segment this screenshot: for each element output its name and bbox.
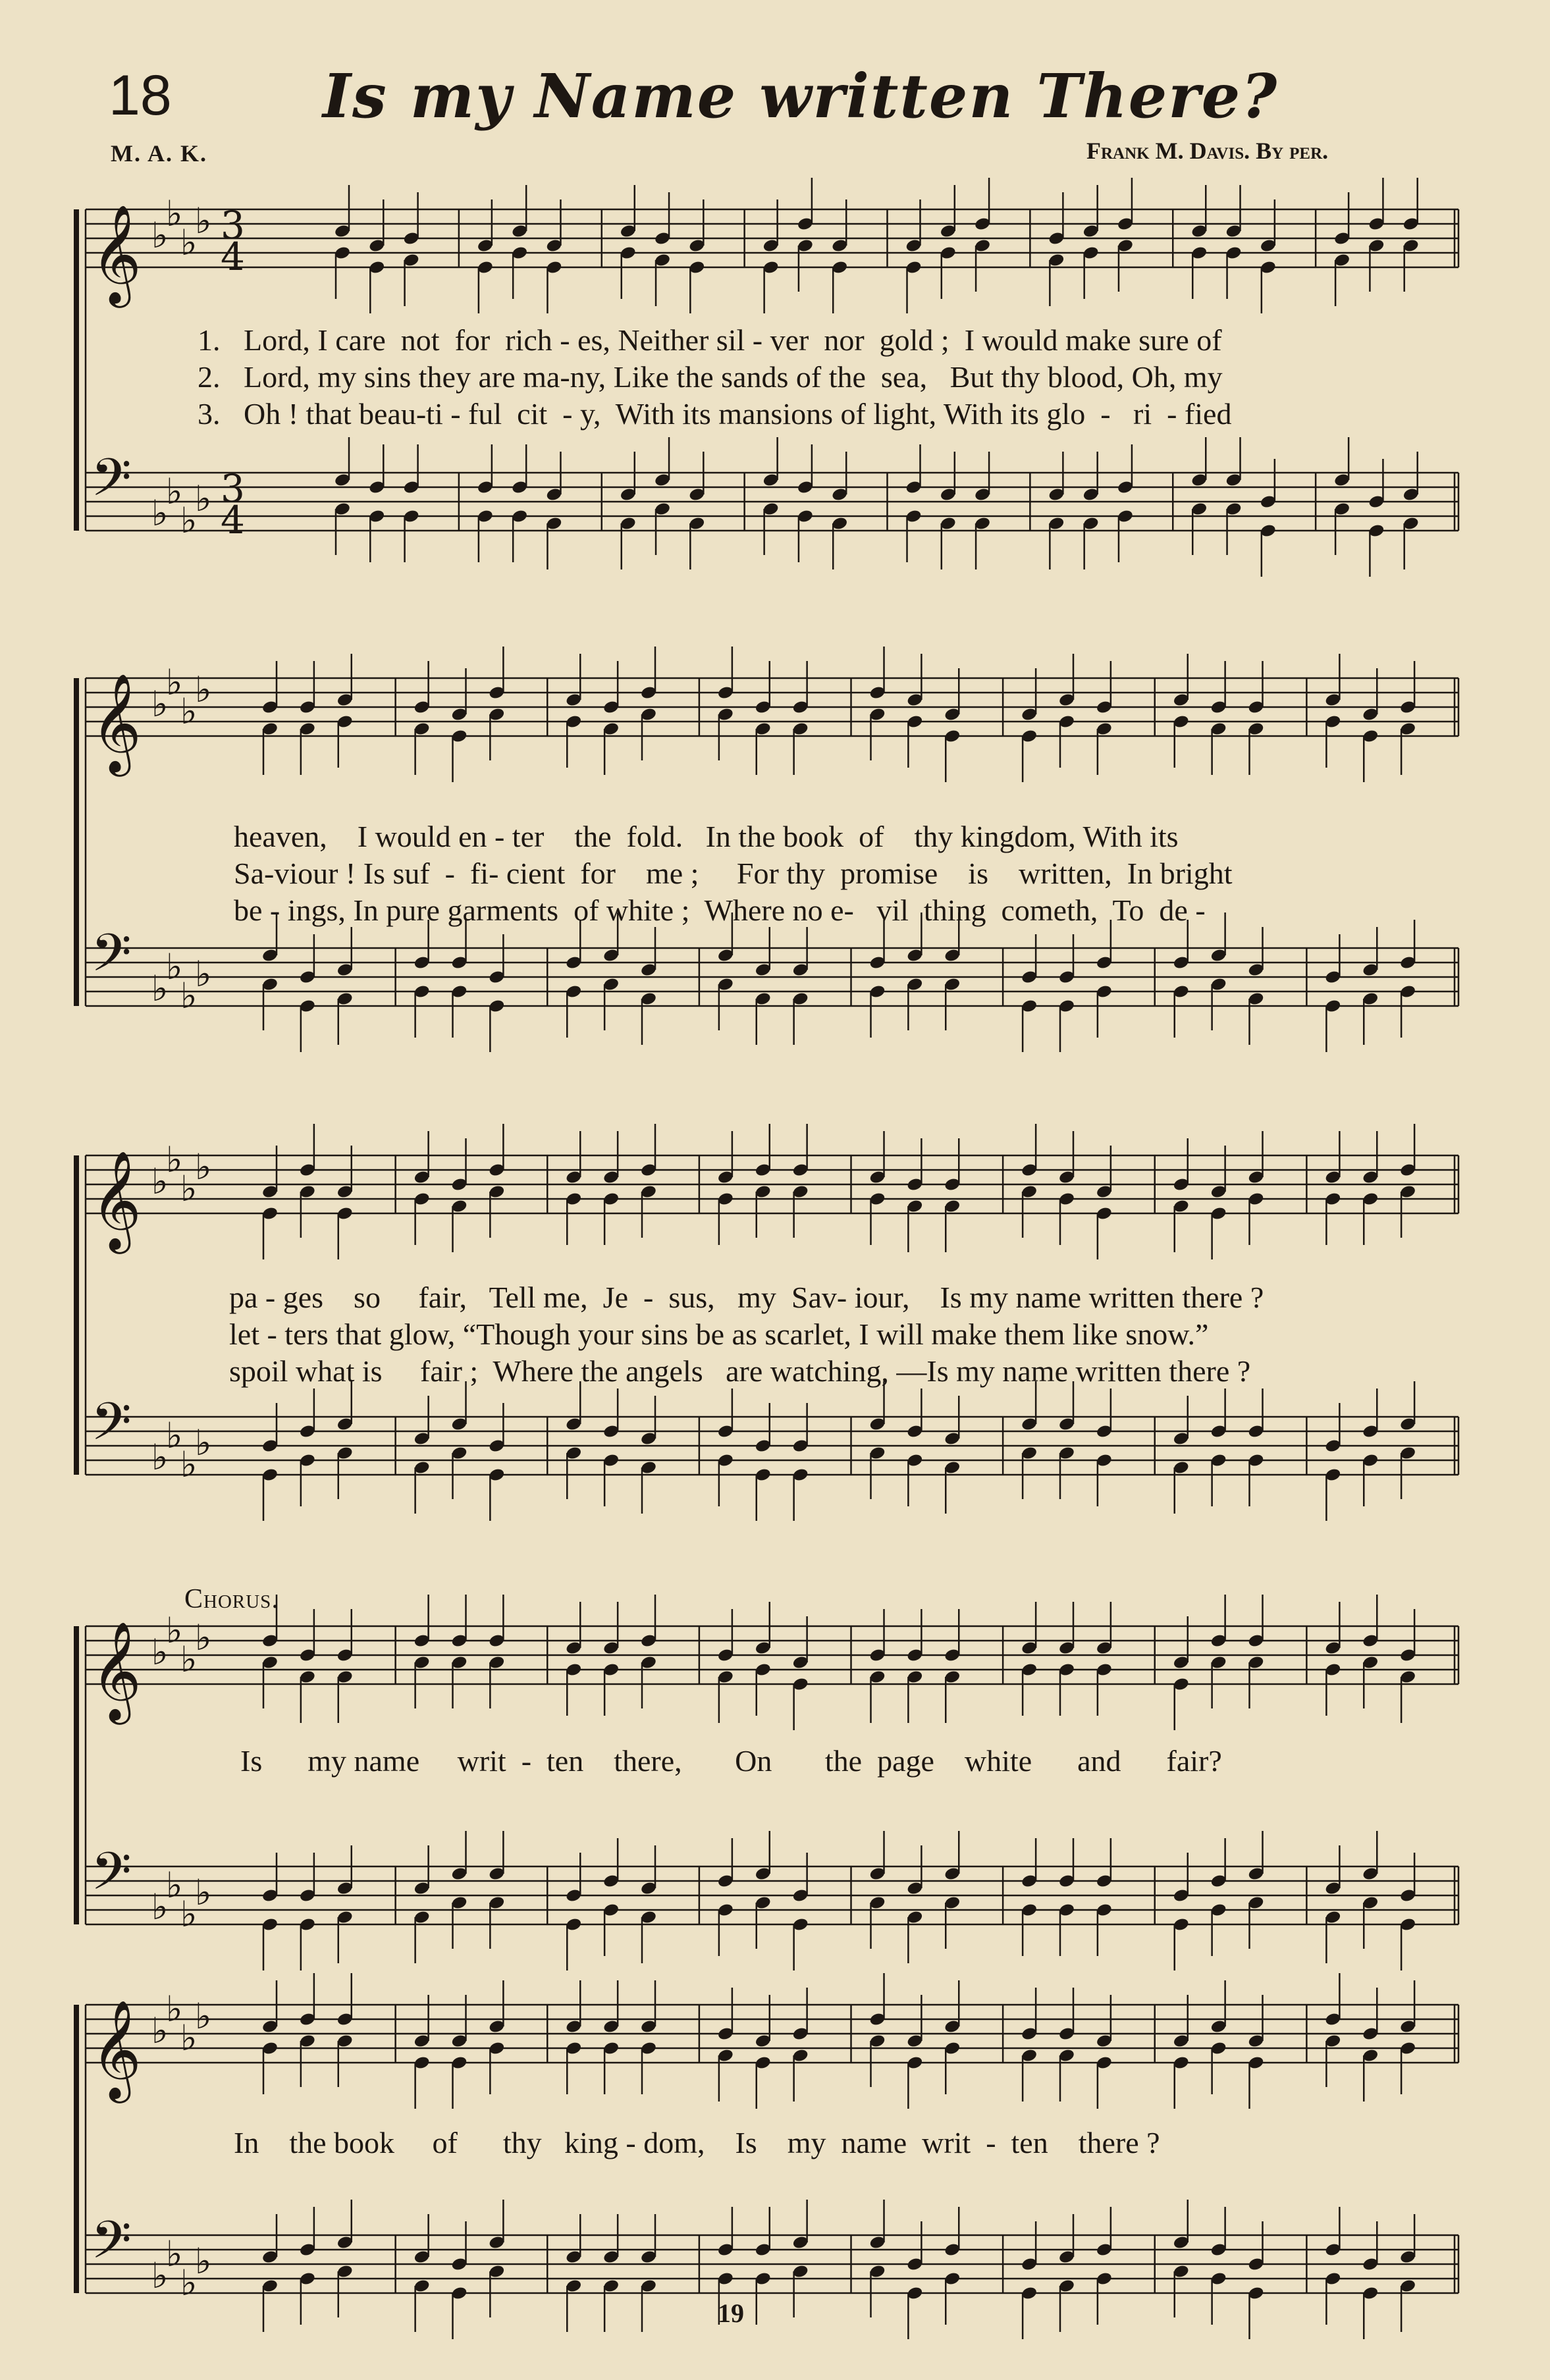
- bass-clef: 𝄢: [91, 1391, 132, 1465]
- verse-2-line-2: Sa-viour ! Is suf - fi- cient for me ; For thy promise is written, In bright: [234, 857, 1233, 890]
- flat-sign: ♭: [180, 500, 198, 541]
- time-signature: 4: [221, 234, 245, 279]
- flat-sign: ♭: [151, 968, 169, 1009]
- chorus-label: Chorus.: [184, 1584, 279, 1614]
- flat-sign: ♭: [180, 1444, 198, 1485]
- flat-sign: ♭: [180, 2017, 198, 2059]
- verse-3-line-2: be - ings, In pure garments of white ; Where no e- vil thing cometh, To de -: [234, 893, 1206, 927]
- flat-sign: ♭: [195, 200, 212, 242]
- flat-sign: ♭: [180, 975, 198, 1017]
- flat-sign: ♭: [166, 1988, 183, 2030]
- verse-1-line-2: heaven, I would en - ter the fold. In the book of thy kingdom, With its: [234, 820, 1179, 853]
- flat-sign: ♭: [166, 1610, 183, 1651]
- flat-sign: ♭: [151, 1886, 169, 1928]
- flat-sign: ♭: [195, 1422, 212, 1464]
- flat-sign: ♭: [195, 2240, 212, 2282]
- flat-sign: ♭: [195, 1617, 212, 1658]
- verse-2-number: 2.: [198, 360, 221, 394]
- flat-sign: ♭: [180, 222, 198, 263]
- bass-clef: 𝄢: [91, 2209, 132, 2283]
- flat-sign: ♭: [180, 691, 198, 732]
- chorus-line-2: In the book of thy king - dom, Is my name writ - ten there ?: [234, 2126, 1160, 2159]
- treble-clef: 𝄞: [91, 1150, 142, 1250]
- flat-sign: ♭: [151, 683, 169, 725]
- flat-sign: ♭: [180, 1168, 198, 1209]
- chorus-line-1: Is my name writ - ten there, On the page white and fair?: [240, 1744, 1222, 1778]
- flat-sign: ♭: [195, 1872, 212, 1913]
- treble-clef: 𝄞: [91, 203, 142, 304]
- verse-1-line-3: pa - ges so fair, Tell me, Je - sus, my Sav- iour, Is my name written there ?: [229, 1281, 1264, 1314]
- flat-sign: ♭: [195, 1146, 212, 1188]
- flat-sign: ♭: [166, 946, 183, 988]
- treble-clef: 𝄞: [91, 1620, 142, 1720]
- treble-clef: 𝄞: [91, 1999, 142, 2099]
- flat-sign: ♭: [151, 2255, 169, 2296]
- flat-sign: ♭: [166, 662, 183, 703]
- verse-2-line-1: 2. Lord, my sins they are ma-ny, Like the sands of the sea, But thy blood, Oh, my: [198, 360, 1223, 394]
- flat-sign: ♭: [180, 1639, 198, 1680]
- composer-credit: Frank M. Davis. By per.: [1086, 138, 1329, 164]
- flat-sign: ♭: [151, 1631, 169, 1673]
- verse-3-line-3: spoil what is fair ; Where the angels are watching, —Is my name written there ?: [229, 1354, 1251, 1388]
- flat-sign: ♭: [151, 1437, 169, 1478]
- bass-clef: 𝄢: [91, 922, 132, 996]
- flat-sign: ♭: [166, 193, 183, 234]
- lyricist-credit: M. A. K.: [111, 140, 207, 167]
- time-signature: 3: [221, 203, 245, 248]
- verse-1-number: 1.: [198, 323, 221, 357]
- hymn-number: 18: [109, 64, 172, 127]
- time-signature: 3: [221, 466, 245, 511]
- flat-sign: ♭: [195, 1996, 212, 2037]
- flat-sign: ♭: [195, 953, 212, 995]
- bass-clef: 𝄢: [91, 1841, 132, 1915]
- flat-sign: ♭: [151, 215, 169, 256]
- flat-sign: ♭: [180, 1893, 198, 1935]
- verse-3-number: 3.: [198, 397, 221, 431]
- page-number: 19: [718, 2298, 744, 2328]
- flat-sign: ♭: [166, 1139, 183, 1180]
- flat-sign: ♭: [166, 1415, 183, 1456]
- bass-clef: 𝄢: [91, 447, 132, 521]
- hymn-title: Is my Name written There?: [323, 61, 1279, 132]
- flat-sign: ♭: [151, 2010, 169, 2051]
- flat-sign: ♭: [180, 2262, 198, 2304]
- treble-clef: 𝄞: [91, 672, 142, 772]
- flat-sign: ♭: [195, 669, 212, 710]
- flat-sign: ♭: [166, 471, 183, 512]
- flat-sign: ♭: [166, 1864, 183, 1906]
- flat-sign: ♭: [151, 492, 169, 534]
- flat-sign: ♭: [166, 2233, 183, 2275]
- verse-3-line-1: 3. Oh ! that beau-ti - ful cit - y, With its mansions of light, With its glo - ri - fied: [198, 397, 1232, 431]
- flat-sign: ♭: [151, 1161, 169, 1202]
- verse-1-line-1: 1. Lord, I care not for rich - es, Neither sil - ver nor gold ; I would make sure of: [198, 323, 1222, 357]
- verse-2-line-3: let - ters that glow, “Though your sins be as scarlet, I will make them like snow.”: [229, 1317, 1209, 1351]
- time-signature: 4: [221, 498, 245, 542]
- flat-sign: ♭: [195, 478, 212, 519]
